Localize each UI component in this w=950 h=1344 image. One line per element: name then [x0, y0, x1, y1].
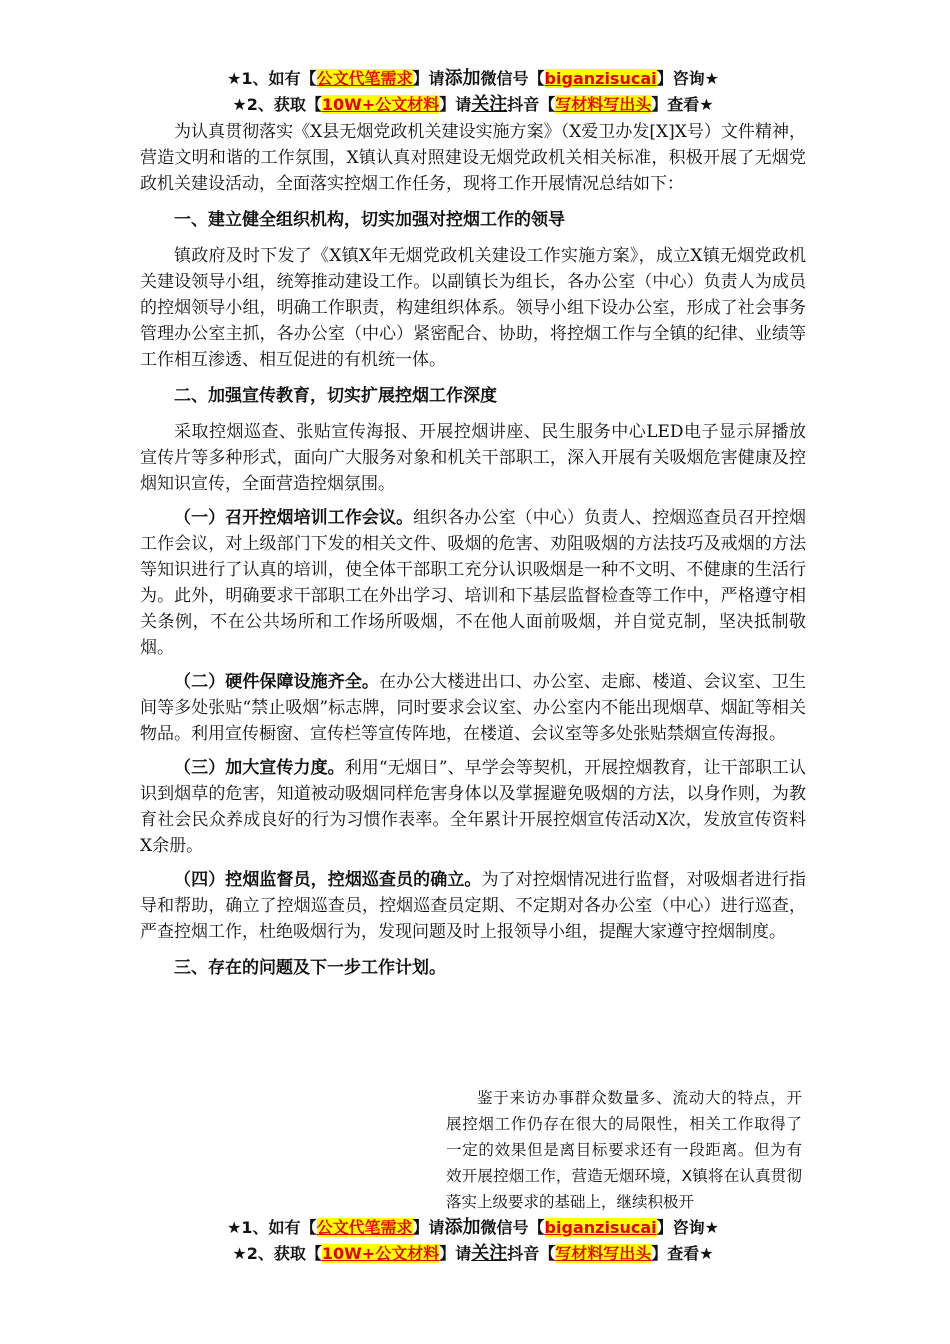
promo-banner-top — [140, 66, 806, 118]
promo-text: ★1、如有【 — [227, 1218, 317, 1237]
promo-line-1 — [140, 1215, 806, 1241]
item-text: 为了对控烟情况进行监督，对吸烟者进行指导和帮助，确立了控烟巡查员，控烟巡查员定期、不定期对各办公室（中心）进行巡查，严查控烟工作，杜绝吸烟行为，发现问题及时上报领导小组，提醒大家遵守控烟制度。 — [140, 870, 806, 942]
promo-text: ★1、如有【 — [227, 69, 317, 88]
item-title: （三）加大宣传力度。 — [174, 758, 345, 778]
promo-text: ★2、获取【 — [232, 95, 322, 114]
promo-highlight: 10W+公文材料 — [321, 1244, 440, 1263]
promo-highlight: 公文代笔需求 — [316, 1218, 413, 1237]
promo-highlight: 10W+公文材料 — [321, 95, 440, 114]
section-2-heading: 二、加强宣传教育，切实扩展控烟工作深度 — [174, 386, 497, 406]
promo-text: 】请 — [439, 1244, 472, 1263]
promo-highlight[interactable]: 写材料写出头 — [555, 95, 652, 114]
item-title: （一）召开控烟培训工作会议。 — [174, 508, 414, 528]
promo-text: 抖音【 — [507, 95, 556, 114]
promo-emphasis: 添加 — [444, 1217, 481, 1238]
promo-line-1 — [140, 66, 806, 92]
promo-text: ★2、获取【 — [232, 1244, 322, 1263]
section-2-body: 采取控烟巡查、张贴宣传海报、开展控烟讲座、民生服务中心LED电子显示屏播放宣传片等多种形式，面向广大服务对象和机关干部职工，深入开展有关吸烟危害健康及控烟知识宣传，全面营造控烟氛围。 — [140, 422, 806, 494]
promo-line-2 — [140, 1241, 806, 1267]
promo-highlight[interactable]: 写材料写出头 — [555, 1244, 652, 1263]
promo-text: 】请 — [412, 1218, 445, 1237]
document-page — [140, 66, 806, 991]
promo-emphasis: 关注 — [471, 94, 508, 115]
promo-emphasis: 添加 — [444, 68, 481, 89]
promo-text: 抖音【 — [507, 1244, 556, 1263]
section-3-body: 鉴于来访办事群众数量多、流动大的特点，开展控烟工作仍存在很大的局限性，相关工作取得了一定的效果但是离目标要求还有一段距离。但为有效开展控烟工作，营造无烟环境，X镇将在认真贯彻落实上级要求的基础上，继续积极开 — [446, 1089, 802, 1211]
section-2-item-4 — [140, 867, 806, 945]
section-2-item-1 — [140, 505, 806, 661]
promo-highlight[interactable]: biganzisucai — [544, 1218, 657, 1237]
promo-text: 】咨询★ — [656, 1218, 719, 1237]
item-text: 组织各办公室（中心）负责人、控烟巡查员召开控烟工作会议，对上级部门下发的相关文件、吸烟的危害、劝阻吸烟的方法技巧及戒烟的方法等知识进行了认真的培训，使全体干部职工充分认识吸烟是一种不文明、不健康的生活行为。此外，明确要求干部职工在外出学习、培训和下基层监督检查等工作中，严格遵守相关条例，不在公共场所和工作场所吸烟，不在他人面前吸烟，并自觉克制，坚决抵制敬烟。 — [140, 508, 807, 658]
section-2-item-2 — [140, 669, 806, 747]
item-title: （二）硬件保障设施齐全。 — [174, 672, 379, 692]
promo-text: 微信号【 — [480, 69, 545, 88]
section-3-heading: 三、存在的问题及下一步工作计划。 — [174, 958, 446, 978]
item-text: 在办公大楼进出口、办公室、走廊、楼道、会议室、卫生间等多处张贴“禁止吸烟”标志牌，同时要求会议室、办公室内不能出现烟草、烟缸等相关物品。利用宣传橱窗、宣传栏等宣传阵地，在楼道、会议室等多处张贴禁烟宣传海报。 — [140, 672, 806, 744]
promo-emphasis: 关注 — [471, 1243, 508, 1264]
promo-banner-bottom — [140, 1215, 806, 1267]
promo-text: 微信号【 — [480, 1218, 545, 1237]
promo-text: 】请 — [412, 69, 445, 88]
item-title: （四）控烟监督员，控烟巡查员的确立。 — [174, 870, 482, 890]
promo-line-2 — [140, 92, 806, 118]
promo-text: 】查看★ — [651, 95, 714, 114]
item-text: 利用“无烟日”、早学会等契机，开展控烟教育，让干部职工认识到烟草的危害，知道被动吸烟同样危害身体以及掌握避免吸烟的方法，以身作则，为教育社会民众养成良好的行为习惯作表率。全年累计开展控烟宣传活动X次，发放宣传资料X余册。 — [140, 758, 807, 856]
promo-text: 】请 — [439, 95, 472, 114]
intro-paragraph: 为认真贯彻落实《X县无烟党政机关建设实施方案》（X爱卫办发[X]X号）文件精神，营造文明和谐的工作氛围，X镇认真对照建设无烟党政机关相关标准，积极开展了无烟党政机关建设活动，全面落实控烟工作任务，现将工作开展情况总结如下： — [140, 122, 806, 194]
promo-text: 】查看★ — [651, 1244, 714, 1263]
promo-text: 】咨询★ — [656, 69, 719, 88]
section-1-heading: 一、建立健全组织机构，切实加强对控烟工作的领导 — [174, 210, 565, 230]
promo-highlight[interactable]: biganzisucai — [544, 69, 657, 88]
section-2-item-3 — [140, 755, 806, 859]
promo-highlight: 公文代笔需求 — [316, 69, 413, 88]
section-1-body: 镇政府及时下发了《X镇X年无烟党政机关建设工作实施方案》，成立X镇无烟党政机关建设领导小组，统筹推动建设工作。以副镇长为组长，各办公室（中心）负责人为成员的控烟领导小组，明确工作职责，构建组织体系。领导小组下设办公室，形成了社会事务管理办公室主抓，各办公室（中心）紧密配合、协助，将控烟工作与全镇的纪律、业绩等工作相互渗透、相互促进的有机统一体。 — [140, 246, 806, 370]
